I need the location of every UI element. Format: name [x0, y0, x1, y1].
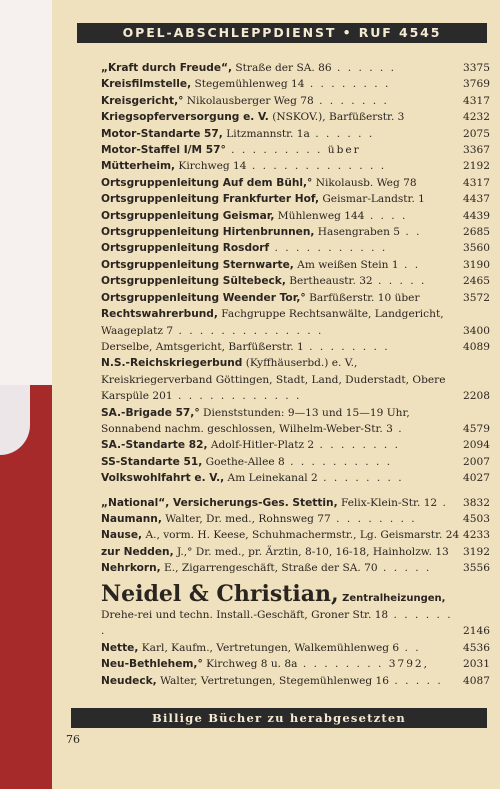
entry-details: Dienststunden: 9—13 und 15—19 Uhr, Sonnabend nachm. geschlossen, Wilhelm-Weber-Str. 3 [101, 406, 410, 435]
entry-leader-dots: . . . . . . . . [314, 439, 401, 452]
entry-name: Kreisgericht,° [101, 94, 184, 107]
entry-details: Goethe-Allee 8 [202, 455, 285, 468]
entry-details: Kirchweg 8 u. 8a [202, 658, 298, 671]
entry-leader-dots: . . . . . [377, 562, 432, 575]
entry-name: Ortsgruppenleitung Frankfurter Hof, [101, 193, 319, 206]
entry-phone-number: 3560 [460, 240, 490, 256]
directory-entry [101, 76, 490, 92]
entry-phone-number: 4317 [460, 175, 490, 191]
entry-phone-number: 2465 [460, 273, 490, 289]
directory-entry [101, 208, 490, 224]
header-ad-band: OPEL-ABSCHLEPPDIENST • RUF 4545 [77, 23, 487, 43]
entry-name: Volkswohlfahrt e. V., [101, 472, 225, 485]
entry-name: Kriegsopferversorgung e. V. [101, 111, 269, 124]
entry-details: Am weißen Stein 1 [293, 258, 399, 271]
entry-details: Litzmannstr. 1a [222, 127, 310, 140]
entry-name: Motor-Standarte 57, [101, 127, 223, 140]
entry-name: SA.-Brigade 57,° [101, 406, 200, 419]
entry-details: Hasengraben 5 [314, 226, 400, 239]
entry-details: Walter, Dr. med., Rohnsweg 77 [161, 512, 331, 525]
entry-leader-dots: . . [398, 258, 421, 271]
entry-phone-number: 3572 [460, 290, 490, 306]
entry-details: Kirchweg 14 [175, 160, 247, 173]
directory-entry [101, 306, 490, 339]
entry-name: Ortsgruppenleitung Hirtenbrunnen, [101, 226, 315, 239]
directory-entry [101, 93, 490, 109]
feature-dots: . . . . . . . [101, 609, 453, 638]
entry-phone-number: 2094 [460, 437, 490, 453]
entry-name: Motor-Staffel I/M 57° [101, 144, 226, 157]
entry-name: Nehrkorn, [101, 562, 161, 575]
directory-entry [101, 191, 490, 207]
entry-name: Ortsgruppenleitung Auf dem Bühl,° [101, 176, 313, 189]
entry-name: Nette, [101, 641, 139, 654]
directory-entry [101, 158, 490, 174]
entry-details: Derselbe, Amtsgericht, Barfüßerstr. 1 [101, 340, 304, 353]
entry-phone-number: 2031 [460, 656, 490, 672]
entry-details: Nikolausberger Weg 78 [183, 94, 314, 107]
entry-leader-dots: . . . . . . . . . . . . . . [173, 324, 324, 337]
entry-leader-dots: . . [399, 641, 421, 654]
entry-phone-number: 3375 [460, 60, 490, 76]
directory-entry [101, 544, 490, 560]
entry-leader-dots: . . . . . . . . [303, 340, 390, 353]
directory-entry [101, 673, 490, 689]
feature-entry [101, 581, 490, 640]
entry-leader-dots: . . . . . . . . . . [284, 455, 393, 468]
entry-phone-number: 3556 [460, 560, 490, 576]
directory-entry [101, 273, 490, 289]
directory-entry [101, 142, 490, 158]
entry-name: Mütterheim, [101, 160, 176, 173]
entry-name: Kreisfilmstelle, [101, 78, 192, 91]
entry-leader-dots: . . . . . [389, 674, 443, 687]
entry-leader-dots: . . . . . . . . [304, 78, 391, 91]
entry-details: J.,° Dr. med., pr. Ärztin, 8-10, 16-18, Hainholzw. 13 [173, 545, 449, 558]
feature-firm-rest: Drehe-rei und techn. Install.-Geschäft, Groner Str. 18 [101, 609, 389, 621]
entry-name: Nause, [101, 529, 143, 542]
entry-phone-number: 2075 [460, 126, 490, 142]
entry-phone-number: 3769 [460, 76, 490, 92]
entry-details: Nikolausb. Weg 78 [312, 176, 417, 189]
entry-name: SA.-Standarte 82, [101, 439, 208, 452]
entry-name: Neu-Bethlehem,° [101, 658, 203, 671]
entry-leader-dots: . . . . . . . . 3792, [297, 658, 430, 671]
entry-details: (Kyffhäuserbd.) e. V., Kreiskriegerverband Göttingen, Stadt, Land, Duderstadt, Obere Karspüle 201 [101, 357, 446, 403]
entry-details: Straße der SA. 86 [232, 62, 332, 74]
entry-name: Ortsgruppenleitung Sternwarte, [101, 258, 294, 271]
entry-leader-dots: . . . . . . [309, 127, 375, 140]
entry-leader-dots: . . . . . . . . . . . . [172, 390, 302, 403]
directory-entry [101, 437, 490, 453]
entry-name: zur Nedden, [101, 545, 174, 558]
entry-leader-dots: . [392, 422, 404, 435]
entry-details: Geismar-Landstr. 1 [318, 193, 425, 206]
book-page [52, 0, 500, 789]
entry-phone-number: 2192 [460, 158, 490, 174]
entry-details: Walter, Vertretungen, Stegemühlenweg 16 [156, 674, 390, 687]
entry-phone-number: 3192 [460, 544, 490, 560]
entry-details: Felix-Klein-Str. 12 [337, 496, 438, 509]
feature-firm-name: Neidel & Christian, [101, 580, 339, 607]
directory-entry [101, 175, 490, 191]
entry-leader-dots: . . . . . . . . . über [225, 144, 361, 157]
entry-details: Karl, Kaufm., Vertretungen, Walkemühlenweg 6 [138, 641, 400, 654]
entry-details: Adolf-Hitler-Platz 2 [207, 439, 315, 452]
entry-phone-number: 4232 [460, 109, 490, 125]
entry-leader-dots: . . . . . . . . . . . [269, 242, 388, 255]
entry-leader-dots: . . [400, 226, 422, 239]
entry-name: Ortsgruppenleitung Sültebeck, [101, 275, 286, 288]
entry-leader-dots: . . . . . . [331, 62, 397, 74]
entry-name: Neudeck, [101, 674, 157, 687]
entry-details: (NSKOV.), Barfüßerstr. 3 [268, 111, 405, 124]
entry-phone-number: 3190 [460, 257, 490, 273]
entry-phone-number: 4437 [460, 191, 490, 207]
directory-entry [101, 454, 490, 470]
entry-name: Naumann, [101, 512, 162, 525]
feature-phone: 2146 [460, 623, 490, 639]
directory-entry [101, 656, 490, 672]
entry-phone-number: 4536 [460, 640, 490, 656]
entry-details: Mühlenweg 144 [274, 209, 365, 222]
entry-phone-number: 4439 [460, 208, 490, 224]
entry-details: Am Leinekanal 2 [224, 472, 318, 485]
directory-entry [101, 339, 490, 355]
entry-phone-number: 4027 [460, 470, 490, 486]
footer-ad-band: Billige Bücher zu herabgesetzten [71, 708, 487, 728]
entry-leader-dots: . . . . [364, 209, 408, 222]
entry-details: Barfüßerstr. 10 über [305, 291, 420, 304]
entry-details: Stegemühlenweg 14 [191, 78, 305, 91]
entry-details: Bertheaustr. 32 [285, 275, 373, 288]
entry-phone-number: 3367 [460, 142, 490, 158]
entry-phone-number: 4317 [460, 93, 490, 109]
directory-entry [101, 495, 490, 511]
entry-phone-number: 4233 [460, 527, 490, 543]
directory-entry [101, 560, 490, 576]
entry-leader-dots: . . . . . . . . [330, 512, 417, 525]
entry-leader-dots: . . . . . . . . [317, 472, 404, 485]
entry-details: E., Zigarrengeschäft, Straße der SA. 70 [160, 562, 378, 575]
page-number: 76 [66, 733, 80, 746]
entry-details: A., vorm. H. Keese, Schuhmachermstr., Lg. Geismarstr. 24 [142, 529, 460, 542]
entry-details: Fachgruppe Rechtsanwälte, Landgericht, Waageplatz 7 [101, 308, 444, 337]
directory-entry [101, 640, 490, 656]
entry-name: „Kraft durch Freude“, [101, 62, 233, 74]
directory-entries [101, 60, 490, 689]
directory-entry [101, 60, 490, 76]
section-gap [101, 487, 490, 495]
entry-name: Ortsgruppenleitung Geismar, [101, 209, 275, 222]
entry-name: Ortsgruppenleitung Weender Tor,° [101, 291, 306, 304]
directory-entry [101, 126, 490, 142]
entry-leader-dots: . . . . . . . . . . . . . [246, 160, 387, 173]
entry-leader-dots: . [437, 496, 448, 509]
directory-entry [101, 257, 490, 273]
entry-phone-number: 2007 [460, 454, 490, 470]
directory-entry [101, 470, 490, 486]
entry-phone-number: 4089 [460, 339, 490, 355]
entry-phone-number: 4087 [460, 673, 490, 689]
entry-leader-dots: . . . . . [372, 275, 427, 288]
directory-entry [101, 224, 490, 240]
entry-name: N.S.-Reichskriegerbund [101, 357, 243, 370]
directory-entry [101, 355, 490, 404]
entry-name: Ortsgruppenleitung Rosdorf [101, 242, 270, 255]
entry-leader-dots: . . . . . . . [313, 94, 389, 107]
entry-phone-number: 3832 [460, 495, 490, 511]
entry-name: „National“, Versicherungs-Ges. Stettin, [101, 496, 338, 509]
entry-phone-number: 2685 [460, 224, 490, 240]
entry-phone-number: 4579 [460, 421, 490, 437]
entry-name: Rechtswahrerbund, [101, 308, 218, 321]
entry-name: SS-Standarte 51, [101, 455, 203, 468]
directory-entry [101, 240, 490, 256]
directory-entry [101, 290, 490, 306]
feature-firm-sub: Zentralheizungen, [338, 592, 446, 604]
directory-entry [101, 527, 490, 543]
directory-entry [101, 109, 490, 125]
directory-entry [101, 405, 490, 438]
entry-phone-number: 2208 [460, 388, 490, 404]
directory-entry [101, 511, 490, 527]
entry-phone-number: 3400 [460, 323, 490, 339]
entry-phone-number: 4503 [460, 511, 490, 527]
